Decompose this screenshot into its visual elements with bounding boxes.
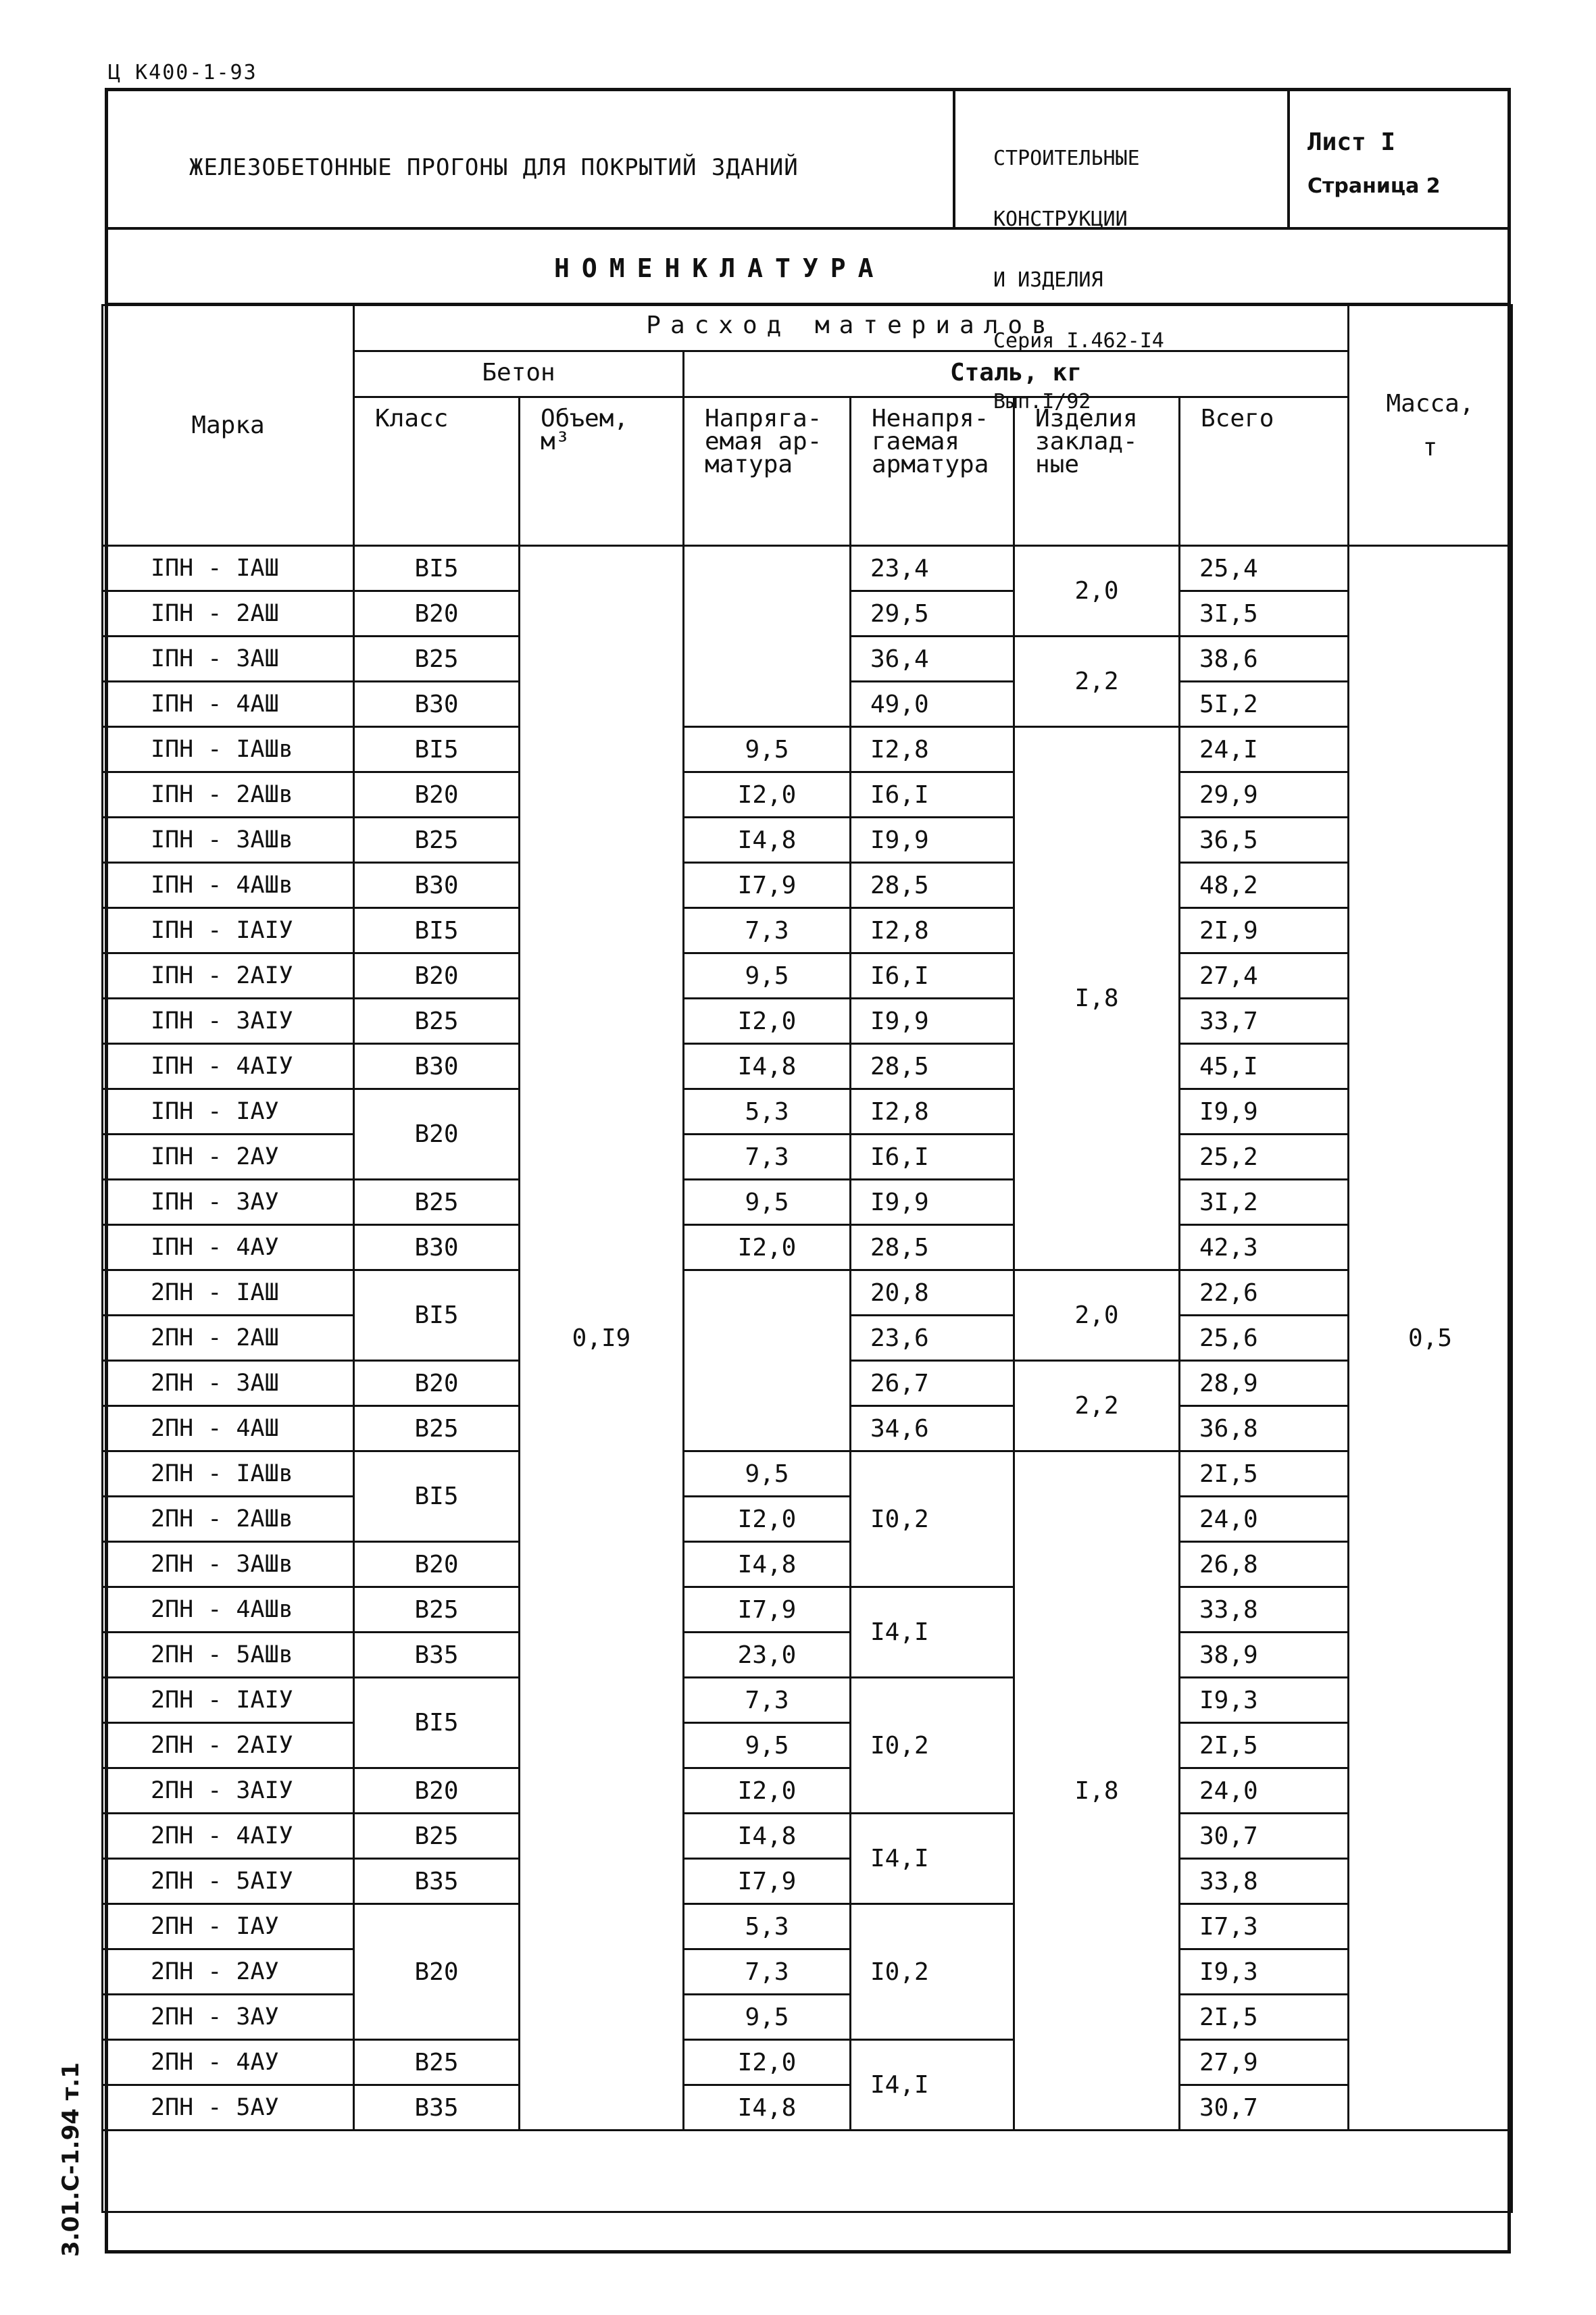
embedded-cell: 2,2: [1014, 637, 1180, 727]
total-cell: 48,2: [1180, 863, 1349, 908]
col-nonprestressed-header: Ненапря- гаемая арматура: [851, 397, 1014, 546]
nonprestressed-cell: I4,I: [851, 1814, 1014, 1904]
series-number: Серия I.462-I4: [993, 329, 1164, 353]
prestressed-cell: 7,3: [684, 1678, 851, 1723]
col-volume-header: [520, 397, 684, 546]
total-cell: 33,8: [1180, 1859, 1349, 1904]
prestressed-cell: I4,8: [684, 1542, 851, 1587]
total-cell: 36,8: [1180, 1406, 1349, 1451]
mark-cell: IПН - 4АШ: [103, 682, 354, 727]
total-cell: 26,8: [1180, 1542, 1349, 1587]
table-row: [103, 818, 1512, 863]
class-cell: В30: [354, 863, 520, 908]
prestressed-cell: 7,3: [684, 1135, 851, 1180]
table-row: [103, 727, 1512, 772]
nonprestressed-cell: 20,8: [851, 1270, 1014, 1316]
section-title: НОМЕНКЛАТУРА: [554, 253, 886, 283]
nonprestressed-cell: 36,4: [851, 637, 1014, 682]
prestressed-cell: I2,0: [684, 1497, 851, 1542]
table-row: [103, 1768, 1512, 1814]
prestressed-cell: I7,9: [684, 863, 851, 908]
mark-cell: 2ПН - 4АШв: [103, 1587, 354, 1633]
table-row: [103, 1089, 1512, 1135]
series-line: И ИЗДЕЛИЯ: [993, 268, 1103, 292]
nonprestressed-cell: I6,I: [851, 772, 1014, 818]
class-cell: В30: [354, 1225, 520, 1270]
total-cell: 24,0: [1180, 1768, 1349, 1814]
class-cell: В35: [354, 2085, 520, 2131]
total-cell: 33,7: [1180, 999, 1349, 1044]
embedded-cell: 2,2: [1014, 1361, 1180, 1451]
nonprestressed-cell: 49,0: [851, 682, 1014, 727]
embedded-cell: I,8: [1014, 1451, 1180, 2131]
table-row: [103, 863, 1512, 908]
table-row: [103, 1949, 1512, 1995]
table-row: [103, 1225, 1512, 1270]
total-cell: 2I,5: [1180, 1995, 1349, 2040]
prestressed-cell: 9,5: [684, 1451, 851, 1497]
total-cell: 2I,5: [1180, 1451, 1349, 1497]
volume-cell: 0,I9: [520, 546, 684, 2131]
series-line: СТРОИТЕЛЬНЫЕ: [993, 147, 1140, 170]
concrete-group-header: Бетон: [354, 351, 684, 397]
mark-cell: IПН - 2АIУ: [103, 953, 354, 999]
class-cell: ВI5: [354, 1451, 520, 1542]
mark-cell: 2ПН - 3АШв: [103, 1542, 354, 1587]
table-row: [103, 1587, 1512, 1633]
prestressed-cell: I4,8: [684, 2085, 851, 2131]
mark-cell: IПН - 3АУ: [103, 1180, 354, 1225]
prestressed-cell: 9,5: [684, 953, 851, 999]
prestressed-cell: 7,3: [684, 908, 851, 953]
prestressed-cell: 9,5: [684, 1723, 851, 1768]
table-row: [103, 2085, 1512, 2131]
prestressed-cell: I7,9: [684, 1587, 851, 1633]
table-row: [103, 1044, 1512, 1089]
prestressed-cell: I2,0: [684, 999, 851, 1044]
prestressed-cell: I4,8: [684, 1814, 851, 1859]
prestressed-cell: I7,9: [684, 1859, 851, 1904]
class-cell: В20: [354, 1768, 520, 1814]
total-cell: I7,3: [1180, 1904, 1349, 1949]
mark-cell: 2ПН - 3АШ: [103, 1361, 354, 1406]
table-footer-empty: [103, 2131, 1512, 2212]
nonprestressed-cell: 28,5: [851, 863, 1014, 908]
mark-cell: IПН - 4АШв: [103, 863, 354, 908]
table-row: [103, 999, 1512, 1044]
nonprestressed-cell: I2,8: [851, 727, 1014, 772]
mark-cell: 2ПН - 2АШв: [103, 1497, 354, 1542]
volume-label: Объем,: [541, 405, 629, 432]
volume-unit: м³: [541, 428, 570, 455]
nonprestressed-cell: 29,5: [851, 591, 1014, 637]
nonprestressed-cell: 26,7: [851, 1361, 1014, 1406]
class-cell: В30: [354, 682, 520, 727]
class-cell: ВI5: [354, 727, 520, 772]
mark-cell: 2ПН - IАУ: [103, 1904, 354, 1949]
class-cell: В25: [354, 2040, 520, 2085]
total-cell: I9,3: [1180, 1678, 1349, 1723]
table-row: [103, 1814, 1512, 1859]
prestressed-cell: I2,0: [684, 1225, 851, 1270]
table-row: [103, 1135, 1512, 1180]
table-row: [103, 953, 1512, 999]
total-cell: 29,9: [1180, 772, 1349, 818]
total-cell: 5I,2: [1180, 682, 1349, 727]
total-cell: I9,3: [1180, 1949, 1349, 1995]
class-cell: ВI5: [354, 908, 520, 953]
series-line: КОНСТРУКЦИИ: [993, 207, 1128, 231]
total-cell: 33,8: [1180, 1587, 1349, 1633]
total-cell: 38,6: [1180, 637, 1349, 682]
col-class-header: Класс: [354, 397, 520, 546]
materials-group-header: Расход материалов: [354, 305, 1349, 351]
prestressed-cell: 7,3: [684, 1949, 851, 1995]
total-cell: 27,9: [1180, 2040, 1349, 2085]
total-cell: I9,9: [1180, 1089, 1349, 1135]
class-cell: В20: [354, 1089, 520, 1180]
total-cell: 2I,9: [1180, 908, 1349, 953]
prestressed-cell: I2,0: [684, 2040, 851, 2085]
nonprestressed-cell: 28,5: [851, 1225, 1014, 1270]
nonprestressed-cell: I0,2: [851, 1678, 1014, 1814]
prestressed-cell: 5,3: [684, 1089, 851, 1135]
embedded-cell: 2,0: [1014, 546, 1180, 637]
prestressed-cell: I4,8: [684, 818, 851, 863]
title-divider-2: [1287, 88, 1290, 230]
total-cell: 25,2: [1180, 1135, 1349, 1180]
mark-cell: 2ПН - 2АIУ: [103, 1723, 354, 1768]
nonprestressed-cell: I9,9: [851, 818, 1014, 863]
prestressed-cell: I2,0: [684, 772, 851, 818]
nonprestressed-cell: 28,5: [851, 1044, 1014, 1089]
class-cell: В30: [354, 1044, 520, 1089]
total-cell: 24,I: [1180, 727, 1349, 772]
mark-cell: IПН - 2АУ: [103, 1135, 354, 1180]
title-divider-1: [953, 88, 955, 230]
nonprestressed-cell: I2,8: [851, 908, 1014, 953]
class-cell: В25: [354, 1814, 520, 1859]
class-cell: В25: [354, 1406, 520, 1451]
col-embedded-header: Изделия заклад- ные: [1014, 397, 1180, 546]
nonprestressed-cell: I9,9: [851, 1180, 1014, 1225]
class-cell: В20: [354, 772, 520, 818]
mark-cell: 2ПН - 4АУ: [103, 2040, 354, 2085]
total-cell: 24,0: [1180, 1497, 1349, 1542]
side-stamp: 3.01.С-1.94 т.1: [57, 2062, 84, 2257]
table-row: [103, 1180, 1512, 1225]
document-title: ЖЕЛЕЗОБЕТОННЫЕ ПРОГОНЫ ДЛЯ ПОКРЫТИЙ ЗДАНИЙ: [189, 154, 799, 181]
mark-cell: 2ПН - 4АШ: [103, 1406, 354, 1451]
nonprestressed-cell: 23,4: [851, 546, 1014, 591]
total-cell: 45,I: [1180, 1044, 1349, 1089]
table-row: [103, 1542, 1512, 1587]
mark-cell: IПН - 3АШв: [103, 818, 354, 863]
total-cell: 30,7: [1180, 1814, 1349, 1859]
mark-cell: 2ПН - IАIУ: [103, 1678, 354, 1723]
prestressed-cell: 23,0: [684, 1633, 851, 1678]
table-row: [103, 1451, 1512, 1497]
nomenclature-table: [101, 304, 1513, 2213]
table-row: [103, 1678, 1512, 1723]
mark-cell: IПН - 3АIУ: [103, 999, 354, 1044]
mark-cell: IПН - IАШ: [103, 546, 354, 591]
embedded-cell: I,8: [1014, 727, 1180, 1270]
prestressed-cell: I4,8: [684, 1044, 851, 1089]
class-cell: В25: [354, 1587, 520, 1633]
total-cell: 38,9: [1180, 1633, 1349, 1678]
mass-unit: т: [1422, 433, 1438, 462]
total-cell: 3I,5: [1180, 591, 1349, 637]
mark-cell: 2ПН - 3АIУ: [103, 1768, 354, 1814]
mark-cell: IПН - 4АУ: [103, 1225, 354, 1270]
nonprestressed-cell: I0,2: [851, 1451, 1014, 1587]
class-cell: В25: [354, 637, 520, 682]
nonprestressed-cell: 34,6: [851, 1406, 1014, 1451]
class-cell: В20: [354, 1542, 520, 1587]
mark-cell: IПН - 2АШ: [103, 591, 354, 637]
total-cell: 3I,2: [1180, 1180, 1349, 1225]
mark-cell: 2ПН - 3АУ: [103, 1995, 354, 2040]
nonprestressed-cell: I2,8: [851, 1089, 1014, 1135]
class-cell: ВI5: [354, 1270, 520, 1361]
nonprestressed-cell: I0,2: [851, 1904, 1014, 2040]
prestressed-cell: I2,0: [684, 1768, 851, 1814]
nonprestressed-cell: I6,I: [851, 953, 1014, 999]
sheet-number: Лист I: [1307, 128, 1396, 156]
mark-cell: IПН - IАIУ: [103, 908, 354, 953]
nonprestressed-cell: I6,I: [851, 1135, 1014, 1180]
prestressed-cell: [684, 546, 851, 727]
prestressed-cell: 9,5: [684, 727, 851, 772]
archive-stamp: Ц К400-1-93: [108, 61, 257, 84]
class-cell: В25: [354, 999, 520, 1044]
total-cell: 36,5: [1180, 818, 1349, 863]
mark-cell: 2ПН - IАШ: [103, 1270, 354, 1316]
class-cell: В25: [354, 1180, 520, 1225]
total-cell: 2I,5: [1180, 1723, 1349, 1768]
table-row: [103, 908, 1512, 953]
class-cell: В20: [354, 1361, 520, 1406]
table-body: [103, 546, 1512, 2131]
col-mass-header: [1349, 305, 1512, 546]
nonprestressed-cell: I9,9: [851, 999, 1014, 1044]
class-cell: ВI5: [354, 546, 520, 591]
mark-cell: IПН - 2АШв: [103, 772, 354, 818]
mark-cell: 2ПН - 5АШв: [103, 1633, 354, 1678]
mark-cell: 2ПН - 5АIУ: [103, 1859, 354, 1904]
class-cell: В20: [354, 591, 520, 637]
mass-cell: 0,5: [1349, 546, 1512, 2131]
mark-cell: IПН - 4АIУ: [103, 1044, 354, 1089]
mark-cell: 2ПН - 5АУ: [103, 2085, 354, 2131]
prestressed-cell: [684, 1270, 851, 1451]
table-row: [103, 772, 1512, 818]
mark-cell: IПН - 3АШ: [103, 637, 354, 682]
table-row: [103, 1270, 1512, 1316]
class-cell: В35: [354, 1859, 520, 1904]
class-cell: В20: [354, 1904, 520, 2040]
total-cell: 42,3: [1180, 1225, 1349, 1270]
table-row: [103, 2040, 1512, 2085]
prestressed-cell: 5,3: [684, 1904, 851, 1949]
mark-cell: 2ПН - 2АШ: [103, 1316, 354, 1361]
nonprestressed-cell: I4,I: [851, 2040, 1014, 2131]
total-cell: 28,9: [1180, 1361, 1349, 1406]
mark-cell: IПН - IАУ: [103, 1089, 354, 1135]
mark-cell: IПН - IАШв: [103, 727, 354, 772]
table-row: [103, 1995, 1512, 2040]
nonprestressed-cell: I4,I: [851, 1587, 1014, 1678]
class-cell: В25: [354, 818, 520, 863]
table-row: [103, 1633, 1512, 1678]
prestressed-cell: 9,5: [684, 1180, 851, 1225]
class-cell: В20: [354, 953, 520, 999]
page-number: Страница 2: [1307, 174, 1441, 198]
total-cell: 25,6: [1180, 1316, 1349, 1361]
total-cell: 30,7: [1180, 2085, 1349, 2131]
col-prestressed-header: Напряга- емая ар- матура: [684, 397, 851, 546]
table-row: [103, 1723, 1512, 1768]
class-cell: ВI5: [354, 1678, 520, 1768]
mark-cell: 2ПН - 4АIУ: [103, 1814, 354, 1859]
col-mark-header: Марка: [103, 305, 354, 546]
prestressed-cell: 9,5: [684, 1995, 851, 2040]
class-cell: В35: [354, 1633, 520, 1678]
table-row: [103, 546, 1512, 591]
issue-number: Вып.I/92: [993, 390, 1091, 414]
table-row: [103, 1859, 1512, 1904]
steel-group-header: Сталь, кг: [684, 351, 1349, 397]
total-cell: 25,4: [1180, 546, 1349, 591]
table-row: [103, 1904, 1512, 1949]
total-cell: 27,4: [1180, 953, 1349, 999]
mark-cell: 2ПН - 2АУ: [103, 1949, 354, 1995]
table-row: [103, 1497, 1512, 1542]
total-cell: 22,6: [1180, 1270, 1349, 1316]
nonprestressed-cell: 23,6: [851, 1316, 1014, 1361]
mark-cell: 2ПН - IАШв: [103, 1451, 354, 1497]
col-total-header: Всего: [1180, 397, 1349, 546]
embedded-cell: 2,0: [1014, 1270, 1180, 1361]
mass-label: Масса,: [1386, 389, 1474, 418]
